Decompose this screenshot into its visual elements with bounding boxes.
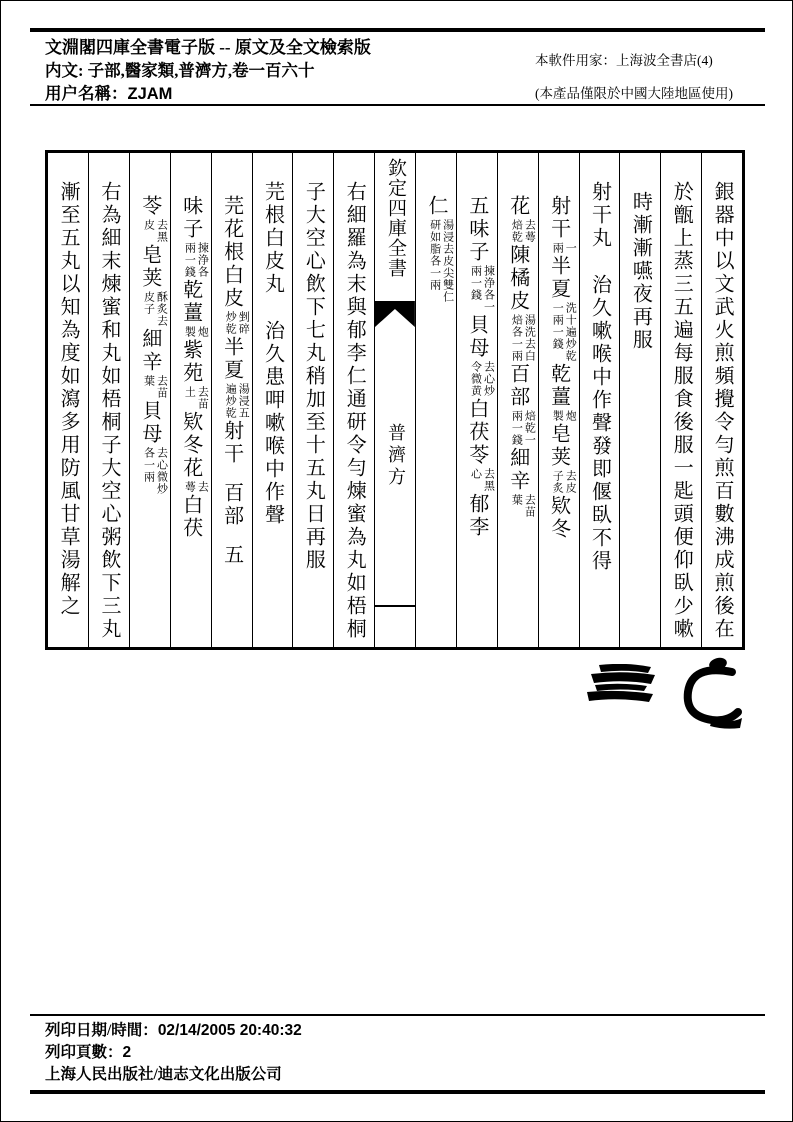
header-right xyxy=(535,44,733,110)
note-right-subcolumn: 揀浄各一 xyxy=(482,265,495,313)
print-datetime-label: 列印日期/時間： xyxy=(45,1022,158,1039)
main-text: 紫苑 xyxy=(179,339,202,385)
note-right-subcolumn: 焙乾一 xyxy=(523,410,536,446)
main-text: 白茯苓 xyxy=(465,398,488,467)
column-text xyxy=(212,153,251,647)
note-left-subcolumn: 葉 xyxy=(510,494,523,506)
book-page-frame xyxy=(45,150,745,650)
text-column xyxy=(701,153,742,647)
print-pages-label: 列印頁數： xyxy=(45,1044,123,1061)
print-pages-value: 2 xyxy=(122,1044,132,1061)
main-text: 欵冬 xyxy=(547,495,570,541)
annotation-note xyxy=(509,219,535,243)
note-left-subcolumn: 兩 xyxy=(551,242,564,254)
text-column xyxy=(456,153,497,647)
annotation-note xyxy=(550,242,576,254)
main-text: 右為細末煉蜜和丸如梧桐子大空心粥飲下三丸 xyxy=(98,181,120,641)
column-text xyxy=(48,153,87,647)
main-text: 半夏 xyxy=(547,255,570,301)
column-text xyxy=(171,153,210,647)
text-column xyxy=(88,153,129,647)
text-column xyxy=(333,153,374,647)
column-text xyxy=(539,153,578,647)
text-gap xyxy=(149,181,151,195)
column-text xyxy=(498,153,537,647)
main-text: 細辛 xyxy=(506,447,529,493)
print-datetime-value: 02/14/2005 20:40:32 xyxy=(157,1022,302,1039)
column-text xyxy=(457,153,496,647)
note-left-subcolumn: 土 xyxy=(183,386,196,398)
note-left-subcolumn: 焙各一兩 xyxy=(510,314,523,362)
main-text: 半夏 xyxy=(220,336,243,382)
main-text: 皂荚 xyxy=(138,244,161,290)
text-gap xyxy=(599,250,601,274)
license-notice: (本產品僅限於中國大陸地區使用) xyxy=(535,86,733,101)
top-rule xyxy=(30,28,765,32)
book-title: 普濟方 xyxy=(386,423,406,489)
annotation-note xyxy=(141,375,167,399)
note-left-subcolumn: 炒乾 xyxy=(224,311,237,335)
annotation-note xyxy=(550,410,576,422)
text-gap xyxy=(190,181,192,195)
main-text: 苓 xyxy=(138,195,161,218)
center-column xyxy=(374,153,415,647)
text-gap xyxy=(435,181,437,195)
note-right-subcolumn: 去苗 xyxy=(155,375,168,399)
note-left-subcolumn: 研如脂各一兩 xyxy=(428,219,441,291)
main-text: 乾薑 xyxy=(547,363,570,409)
content-path xyxy=(45,59,371,82)
note-right-subcolumn: 炮 xyxy=(564,410,577,422)
annotation-note xyxy=(428,219,454,303)
annotation-note xyxy=(509,410,535,446)
main-text: 郁李 xyxy=(465,493,488,539)
note-right-subcolumn: 揀浄各 xyxy=(196,242,209,278)
header-separator xyxy=(30,104,765,106)
print-datetime-row xyxy=(45,1020,302,1042)
text-column xyxy=(415,153,456,647)
note-left-subcolumn: 製 xyxy=(183,326,196,338)
text-column xyxy=(170,153,211,647)
text-column xyxy=(211,153,252,647)
note-right-subcolumn: 湯浸去皮尖雙仁 xyxy=(441,219,454,303)
content-path-value: 子部,醫家類,普濟方,卷一百六十 xyxy=(87,61,315,80)
note-left-subcolumn: 兩一錢 xyxy=(183,242,196,278)
text-column xyxy=(660,153,701,647)
annotation-note xyxy=(182,481,208,493)
note-right-subcolumn: 去 xyxy=(196,481,209,493)
column-text xyxy=(293,153,332,647)
column-text xyxy=(130,153,169,647)
main-text: 欵冬花 xyxy=(179,411,202,480)
note-left-subcolumn: 心 xyxy=(469,468,482,480)
text-column xyxy=(619,153,660,647)
annotation-note xyxy=(509,314,535,362)
note-left-subcolumn: 皮 xyxy=(142,219,155,231)
series-title: 欽定四庫全書 xyxy=(385,158,406,278)
note-left-subcolumn: 兩一錢 xyxy=(469,265,482,301)
main-text: 銀器中以文武火煎頻攪令勻煎百數沸成煎後在 xyxy=(711,181,734,641)
note-left-subcolumn: 令微黄 xyxy=(469,361,482,397)
publisher-seal-logo xyxy=(682,650,746,730)
main-text: 於甑上蒸三五遍每服食後服一匙頭便仰臥少嗽 xyxy=(670,181,693,641)
note-right-subcolumn: 去黑 xyxy=(482,468,495,492)
main-text: 子大空心飲下七丸稍加至十五丸日再服 xyxy=(302,181,325,572)
user-name-label: 用户名稱： xyxy=(45,84,128,103)
note-right-subcolumn: 湯洗去白 xyxy=(523,314,536,362)
note-right-subcolumn: 去苗 xyxy=(196,386,209,410)
note-left-subcolumn: 蕚 xyxy=(183,481,196,493)
annotation-note xyxy=(550,302,576,362)
column-text xyxy=(253,153,292,647)
annotation-note xyxy=(141,447,167,495)
text-column xyxy=(579,153,620,647)
main-text: 味子 xyxy=(179,195,202,241)
fishtail-marker-icon xyxy=(375,301,415,327)
note-right-subcolumn: 湯浸五 xyxy=(237,383,250,419)
text-gap xyxy=(476,181,478,195)
note-left-subcolumn: 葉 xyxy=(142,375,155,387)
app-title: 文淵閣四庫全書電子版 -- 原文及全文檢索版 xyxy=(45,38,371,57)
column-text xyxy=(661,153,700,647)
licensee-text: 本軟件用家：上海波全書店(4) xyxy=(535,53,713,68)
main-text: 乾薑 xyxy=(179,279,202,325)
text-gap xyxy=(272,296,274,320)
user-name-value: ZJAM xyxy=(127,85,173,103)
main-text: 射干 xyxy=(220,420,243,466)
note-right-subcolumn: 去心微炒 xyxy=(155,447,168,495)
column-text xyxy=(89,153,128,647)
text-gap xyxy=(639,181,641,191)
main-text: 治久患呷嗽喉中作聲 xyxy=(261,320,284,527)
annotation-note xyxy=(141,219,167,243)
note-right-subcolumn: 一 xyxy=(564,242,577,254)
note-left-subcolumn: 一兩一錢 xyxy=(551,302,564,350)
main-text: 貝母 xyxy=(465,314,488,360)
stacked-books-logo xyxy=(585,664,659,702)
annotation-note xyxy=(223,383,249,419)
annotation-note xyxy=(509,494,535,518)
main-text: 射干丸 xyxy=(588,181,611,250)
note-right-subcolumn: 去苗 xyxy=(523,494,536,518)
center-column-divider xyxy=(375,605,415,607)
user-name-row xyxy=(45,82,371,106)
note-right-subcolumn: 去黑 xyxy=(155,219,168,243)
footer-separator xyxy=(30,1014,765,1016)
note-left-subcolumn: 兩一錢 xyxy=(510,410,523,446)
column-text xyxy=(334,153,373,647)
text-gap xyxy=(231,466,233,482)
text-gap xyxy=(231,528,233,544)
note-right-subcolumn: 炮 xyxy=(196,326,209,338)
main-text: 右細羅為末與郁李仁通研令勻煉蜜為丸如梧桐 xyxy=(343,181,366,641)
main-text: 芫花根白皮 xyxy=(220,195,243,310)
text-gap xyxy=(517,181,519,195)
annotation-note xyxy=(182,386,208,410)
main-text: 白茯 xyxy=(179,494,202,540)
publisher-line: 上海人民出版社/迪志文化出版公司 xyxy=(45,1066,282,1083)
annotation-note xyxy=(223,311,249,335)
annotation-note xyxy=(550,470,576,494)
note-right-subcolumn: 洗十遍炒乾 xyxy=(564,302,577,362)
main-text: 芫根白皮丸 xyxy=(261,181,284,296)
print-pages-row xyxy=(45,1042,302,1064)
text-column xyxy=(292,153,333,647)
note-left-subcolumn: 各一兩 xyxy=(142,447,155,483)
note-right-subcolumn: 去蕚 xyxy=(523,219,536,243)
text-column xyxy=(48,153,88,647)
note-left-subcolumn: 皮子 xyxy=(142,291,155,315)
column-text xyxy=(702,153,741,647)
main-text: 時漸漸嚥夜再服 xyxy=(629,191,652,352)
column-text xyxy=(620,153,659,647)
text-column xyxy=(129,153,170,647)
note-right-subcolumn: 去皮 xyxy=(564,470,577,494)
note-right-subcolumn: 去心炒 xyxy=(482,361,495,397)
main-text: 漸至五丸以知為度如瀉多用防風甘草湯解之 xyxy=(57,181,80,618)
main-text: 陳橘皮 xyxy=(506,244,529,313)
footer xyxy=(45,1020,302,1086)
annotation-note xyxy=(141,291,167,327)
main-text: 射干 xyxy=(547,195,570,241)
text-gap xyxy=(558,181,560,195)
note-left-subcolumn: 子炙 xyxy=(551,470,564,494)
annotation-note xyxy=(468,361,494,397)
annotation-note xyxy=(182,242,208,278)
annotation-note xyxy=(468,468,494,492)
annotation-note xyxy=(468,265,494,313)
note-left-subcolumn: 焙乾 xyxy=(510,219,523,243)
main-text: 五味子 xyxy=(465,195,488,264)
text-gap xyxy=(231,181,233,195)
column-text xyxy=(416,153,455,647)
main-text: 五 xyxy=(220,544,243,567)
main-text: 仁 xyxy=(425,195,447,218)
column-text xyxy=(580,153,619,647)
main-text: 治久嗽喉中作聲發即偃臥不得 xyxy=(588,274,611,573)
header-left xyxy=(45,36,371,106)
text-column xyxy=(538,153,579,647)
note-right-subcolumn: 剉碎 xyxy=(237,311,250,335)
main-text: 花 xyxy=(506,195,529,218)
main-text: 皂荚 xyxy=(547,423,570,469)
bottom-rule xyxy=(30,1090,765,1094)
text-column xyxy=(497,153,538,647)
main-text: 百部 xyxy=(506,363,529,409)
content-path-label: 内文: xyxy=(45,61,84,80)
text-column xyxy=(252,153,293,647)
main-text: 百部 xyxy=(220,482,243,528)
note-left-subcolumn: 遍炒乾 xyxy=(224,383,237,419)
main-text: 細辛 xyxy=(138,328,161,374)
note-right-subcolumn: 酥炙去 xyxy=(155,291,168,327)
main-text: 貝母 xyxy=(138,400,161,446)
annotation-note xyxy=(182,326,208,338)
note-left-subcolumn: 製 xyxy=(551,410,564,422)
